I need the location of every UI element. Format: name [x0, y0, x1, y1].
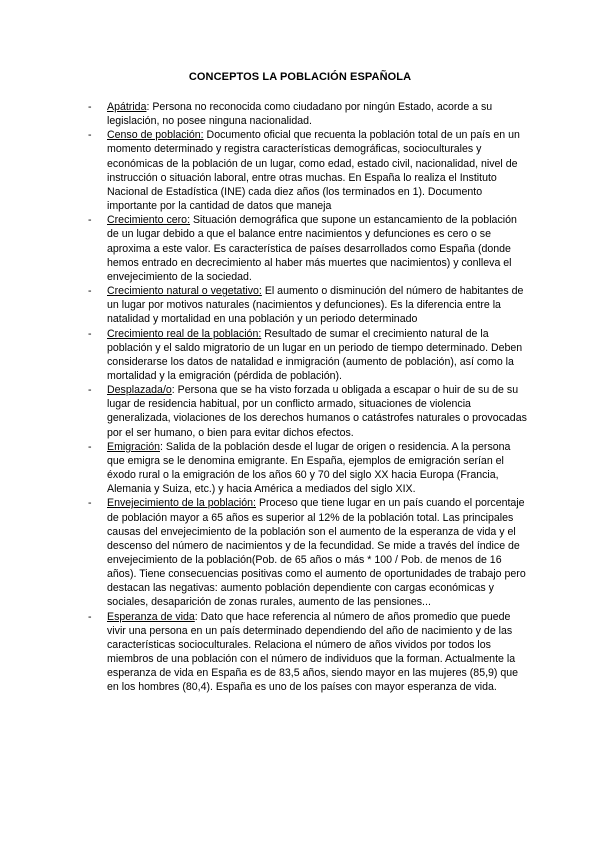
list-item: [88, 496, 528, 609]
term-crecimiento-real: Crecimiento real de la población:: [107, 327, 262, 340]
definition-text: El aumento o disminución del número de habitantes de un lugar por motivos naturales (nacimientos y defunciones). Es la diferencia entre la natalidad y mortalidad en una población y un periodo determinado: [107, 285, 524, 326]
definition-text: : Persona que se ha visto forzada u obligada a escapar o huir de su de su lugar de residencia habitual, por un conflicto armado, situaciones de violencia generalizada, violaciones de los derechos humanos o catástrofes naturales o provocadas por el ser humano, o bien para evitar dichos efectos.: [107, 384, 527, 439]
term-emigracion: Emigración: [107, 440, 160, 453]
definition-text: : Salida de la población desde el lugar de origen o residencia. A la persona que emigra se le denomina emigrante. En España, ejemplos de emigración serían el éxodo rural o la emigración de los años 60 y 70 del siglo XX hacia Europa (Francia, Alemania y Suiza, etc.) y hacia América a mediados del siglo XIX.: [107, 440, 511, 496]
definition-text: Resultado de sumar el crecimiento natural de la población y el saldo migratorio de un lugar en un periodo de tiempo determinado. Deben considerarse los datos de natalidad e inmigración (aumento de población), así como la mortalidad y la emigración (pérdida de población).: [107, 327, 523, 382]
definition-text: : Dato que hace referencia al número de años promedio que puede vivir una persona en un país determinado dependiendo del año de nacimiento y de las características socioculturales. Relaciona el número de años vividos por todos los miembros de una población con el número de individuos que la forman. Actualmente la esperanza de vida en España es de 83,5 años, siendo mayor en las mujeres (85,9) que en los hombres (80,4). España es uno de los países con mayor esperanza de vida.: [107, 610, 519, 694]
list-item: [88, 440, 528, 497]
list-item: [88, 100, 528, 128]
bullet-dash: -: [88, 214, 92, 227]
definition-text: Situación demográfica que supone un estancamiento de la población de un lugar debido a que el balance entre nacimientos y defunciones es cero o se aproxima a este valor. Es característica de países desarrollados como España (donde hemos entrado en decrecimiento al haber más muertes que nacimientos) y conlleva el envejecimiento de la sociedad.: [107, 214, 517, 283]
term-envejecimiento: Envejecimiento de la población:: [107, 497, 256, 510]
page-title: CONCEPTOS LA POBLACIÓN ESPAÑOLA: [188, 71, 412, 83]
list-item: [88, 128, 528, 213]
definition-text: Proceso que tiene lugar en un país cuando el porcentaje de población mayor a 65 años es superior al 12% de la población total. Las principales causas del envejecimiento de la población son el aumento de la esperanza de vida y el descenso del número de nacimientos y de la fecundidad. Se mide a través del índice de envejecimiento de la población(Pob. de 65 años o más * 100 / Pob. de menos de 16 años). Tiene consecuencias positivas como el aumento de oportunidades de trabajo pero destacan las negativas: aumento población dependiente con cargas económicas y sociales, desaparición de zonas rurales, aumento de las pensiones...: [107, 497, 526, 609]
term-censo-de-poblacion: Censo de población:: [107, 129, 204, 142]
bullet-dash: -: [88, 101, 92, 113]
list-item: [88, 284, 528, 326]
bullet-dash: -: [88, 384, 92, 397]
term-crecimiento-cero: Crecimiento cero:: [107, 214, 191, 227]
definition-text: Documento oficial que recuenta la población total de un país en un momento determinado y registra características demográficas, socioculturales y económicas de la población de un lugar, como edad, estado civil, nacionalidad, nivel de instrucción o situación laboral, entre otras muchas. En España lo realiza el Instituto Nacional de Estadística (INE) cada diez años (los terminados en 1). Documento importante por la cantidad de datos que maneja: [107, 129, 520, 213]
concept-list: [88, 100, 528, 695]
list-item: [88, 383, 528, 440]
term-apatrida: Apátrida: [107, 101, 147, 113]
bullet-dash: -: [88, 129, 92, 142]
term-esperanza-de-vida: Esperanza de vida: [107, 610, 195, 623]
definition-text: : Persona no reconocida como ciudadano por ningún Estado, acorde a su legislación, no posee ninguna nacionalidad.: [107, 101, 493, 128]
bullet-dash: -: [88, 327, 92, 340]
list-item: [88, 327, 528, 384]
bullet-dash: -: [88, 285, 92, 298]
list-item: [88, 213, 528, 284]
bullet-dash: -: [88, 497, 92, 510]
term-crecimiento-natural: Crecimiento natural o vegetativo:: [107, 285, 262, 298]
term-desplazado: Desplazada/o: [107, 384, 172, 397]
bullet-dash: -: [88, 440, 92, 453]
bullet-dash: -: [88, 610, 92, 623]
list-item: [88, 610, 528, 695]
